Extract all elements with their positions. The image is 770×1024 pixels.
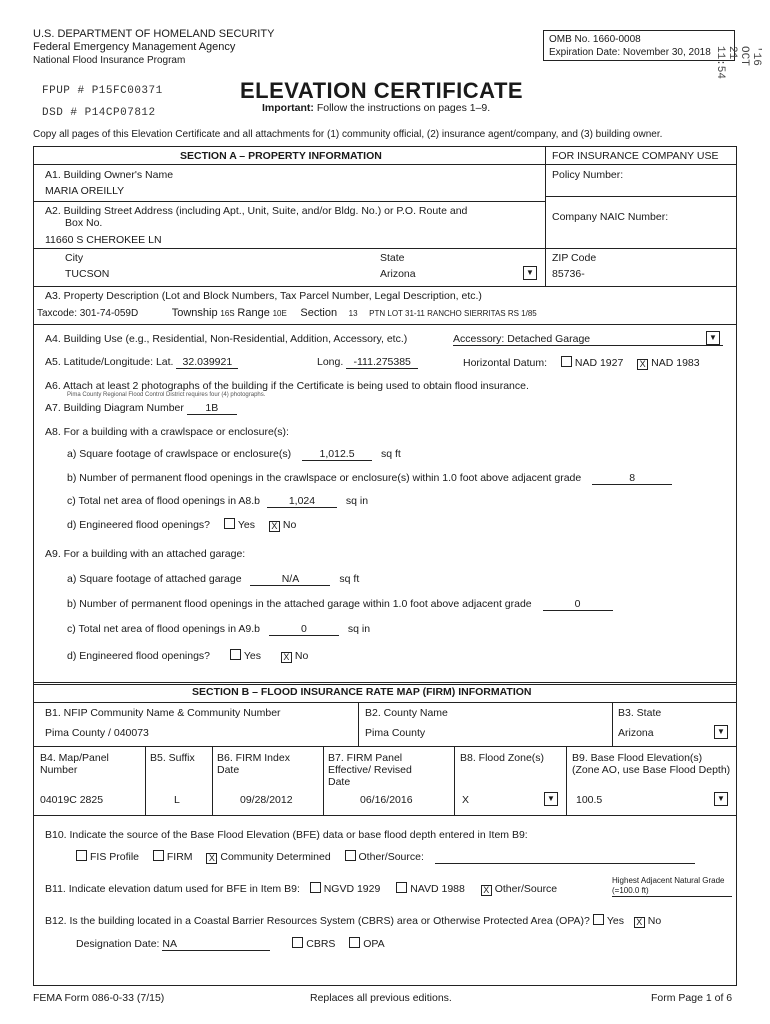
b4-label: B4. Map/Panel Number: [40, 752, 109, 776]
a8d-yes-label: Yes: [237, 519, 256, 531]
a7-row: [45, 402, 237, 415]
state-label: State: [380, 252, 405, 264]
suffix-value[interactable]: L: [174, 794, 180, 806]
range-label: Range: [237, 307, 270, 319]
b12-row: [45, 914, 661, 928]
nad1927-checkbox[interactable]: [561, 356, 572, 367]
a8b-label: b) Number of permanent flood openings in the crawlspace or enclosure(s) within 1.0 foot above adjacent grade: [67, 472, 582, 484]
opa-label: OPA: [363, 938, 385, 950]
b1-label: B1. NFIP Community Name & Community Number: [45, 707, 281, 719]
a9d-no-label: No: [294, 650, 309, 662]
navd-checkbox[interactable]: [396, 882, 407, 893]
long-label: Long.: [317, 356, 344, 368]
crawlspace-sqft[interactable]: 1,012.5: [302, 448, 372, 461]
b3-state-dropdown-icon[interactable]: ▼: [714, 725, 728, 739]
firm-index-date[interactable]: 09/28/2012: [240, 794, 293, 806]
firm-label: FIRM: [166, 851, 193, 863]
b6-label: B6. FIRM Index Date: [217, 752, 290, 776]
b8-label: B8. Flood Zone(s): [460, 752, 545, 764]
agency-line-3: National Flood Insurance Program: [33, 55, 186, 66]
a8c-row: [67, 495, 368, 508]
section-b-title: SECTION B – FLOOD INSURANCE RATE MAP (FIRM) INFORMATION: [192, 686, 532, 698]
a5-label: A5. Latitude/Longitude:: [45, 356, 154, 368]
fpup-number: FPUP # P15FC00371: [42, 85, 163, 97]
a9-flood-openings[interactable]: 0: [543, 598, 613, 611]
copy-instructions: Copy all pages of this Elevation Certificate and all attachments for (1) community official, (2) insurance agent/company, and (3) building owner.: [33, 129, 663, 140]
b12-yes-label: Yes: [606, 915, 624, 927]
b12-label: B12. Is the building located in a Coastal Barrier Resources System (CBRS) area or Otherwise Protected Area (OPA)?: [45, 915, 590, 927]
a3-description[interactable]: [37, 307, 537, 319]
page-title: ELEVATION CERTIFICATE: [240, 78, 524, 103]
a2-label-line2: Box No.: [65, 217, 103, 229]
opa-checkbox[interactable]: [349, 937, 360, 948]
important-text: Follow the instructions on pages 1–9.: [313, 102, 491, 114]
section-value: 13: [348, 309, 358, 318]
designation-row: [76, 937, 385, 951]
a8d-no-label: No: [282, 519, 297, 531]
b12-no-label: No: [647, 915, 662, 927]
section-a-title: SECTION A – PROPERTY INFORMATION: [180, 150, 382, 162]
expiration-date: Expiration Date: November 30, 2018: [549, 47, 711, 58]
garage-sqft[interactable]: N/A: [250, 573, 330, 586]
owner-name[interactable]: MARIA OREILLY: [45, 185, 125, 197]
a6-note: Pima County Regional Flood Control District requires four (4) photographs.: [67, 392, 266, 398]
city-value[interactable]: TUCSON: [65, 268, 110, 280]
a9d-row: [67, 649, 308, 663]
a9a-label: a) Square footage of attached garage: [67, 573, 242, 585]
b12-no-checkbox[interactable]: X: [634, 917, 645, 928]
zip-value[interactable]: 85736-: [552, 268, 585, 280]
a5-row: [45, 356, 238, 369]
a8d-no-checkbox[interactable]: X: [269, 521, 280, 532]
a8-label: A8. For a building with a crawlspace or enclosure(s):: [45, 426, 289, 438]
dsd-number: DSD # P14CP07812: [42, 107, 156, 119]
cbrs-label: CBRS: [306, 938, 336, 950]
a9a-row: [67, 573, 359, 586]
a9-sqin-unit: sq in: [347, 623, 371, 635]
received-stamp: '16 OCT 21 11:54: [714, 46, 762, 80]
a9d-label: d) Engineered flood openings?: [67, 650, 211, 662]
omb-box: [543, 30, 735, 61]
other-source-checkbox[interactable]: [345, 850, 356, 861]
map-panel-value[interactable]: 04019C 2825: [40, 794, 104, 806]
b10-options: [76, 850, 695, 864]
b9-label: B9. Base Flood Elevation(s) (Zone AO, use Base Flood Depth): [572, 752, 731, 776]
diagram-number[interactable]: 1B: [187, 402, 237, 415]
a9-label: A9. For a building with an attached garage:: [45, 548, 246, 560]
a9d-yes-checkbox[interactable]: [230, 649, 241, 660]
longitude-value[interactable]: -111.275385: [346, 356, 418, 369]
b5-label: B5. Suffix: [150, 752, 195, 764]
a9c-label: c) Total net area of flood openings in A9.b: [67, 623, 261, 635]
designation-label: Designation Date:: [76, 938, 160, 950]
bfe-dropdown-icon[interactable]: ▼: [714, 792, 728, 806]
b11-row: [45, 882, 557, 896]
a2-label-line1: A2. Building Street Address (including Apt., Unit, Suite, and/or Bldg. No.) or P.O. Route and: [45, 205, 468, 217]
a8d-row: [67, 518, 296, 532]
flood-zone-value[interactable]: X: [462, 794, 470, 806]
nad1927-label: NAD 1927: [574, 357, 624, 369]
a9d-no-checkbox[interactable]: X: [281, 652, 292, 663]
a8d-yes-checkbox[interactable]: [224, 518, 235, 529]
designation-date[interactable]: NA: [162, 938, 270, 951]
a7-label: A7. Building Diagram Number: [45, 402, 184, 414]
legal-description: PTN LOT 31-11 RANCHO SIERRITAS RS 1/85: [369, 309, 537, 318]
agency-line-2: Federal Emergency Management Agency: [33, 41, 236, 53]
state-value[interactable]: Arizona: [380, 268, 416, 280]
a3-label: A3. Property Description (Lot and Block Numbers, Tax Parcel Number, Legal Description, etc.): [45, 290, 482, 302]
ngvd-checkbox[interactable]: [310, 882, 321, 893]
a6-label: A6. Attach at least 2 photographs of the building if the Certificate is being used to obtain flood insurance.: [45, 380, 529, 392]
a8c-label: c) Total net area of flood openings in A8.b: [67, 495, 261, 507]
community-determined-label: Community Determined: [220, 851, 331, 863]
a9-sqft-unit: sq ft: [339, 573, 360, 585]
other-datum-checkbox[interactable]: X: [481, 885, 492, 896]
a8b-row: [67, 472, 672, 485]
zip-label: ZIP Code: [552, 252, 597, 264]
important-label: Important:: [262, 102, 314, 114]
sqin-unit: sq in: [345, 495, 369, 507]
b3-state-value[interactable]: Arizona: [618, 727, 654, 739]
range-value: 10E: [272, 309, 287, 318]
agency-block: [33, 28, 274, 67]
a9b-row: [67, 598, 613, 611]
flood-zone-dropdown-icon[interactable]: ▼: [544, 792, 558, 806]
a8d-label: d) Engineered flood openings?: [67, 519, 211, 531]
firm-checkbox[interactable]: [153, 850, 164, 861]
b12-yes-checkbox[interactable]: [593, 914, 604, 925]
a8-net-area[interactable]: 1,024: [267, 495, 337, 508]
other-source-field[interactable]: [435, 851, 695, 864]
ngvd-label: NGVD 1929: [323, 883, 381, 895]
a2-label: [45, 205, 467, 229]
building-use-value[interactable]: Accessory: Detached Garage: [453, 333, 723, 346]
latitude-value[interactable]: 32.039921: [176, 356, 238, 369]
other-datum-label: Other/Source: [494, 883, 558, 895]
a8a-label: a) Square footage of crawlspace or enclosure(s): [67, 448, 292, 460]
policy-number-label: Policy Number:: [552, 169, 624, 181]
community-determined-checkbox[interactable]: X: [206, 853, 217, 864]
naic-number-label: Company NAIC Number:: [552, 211, 669, 223]
horizontal-datum-label: Horizontal Datum:: [463, 357, 548, 369]
a8a-row: [67, 448, 401, 461]
b7-label: B7. FIRM Panel Effective/ Revised Date: [328, 752, 412, 788]
agency-line-1: U.S. DEPARTMENT OF HOMELAND SECURITY: [33, 28, 275, 40]
fis-profile-checkbox[interactable]: [76, 850, 87, 861]
form-number: FEMA Form 086-0-33 (7/15): [33, 992, 165, 1004]
township-label: Township: [171, 307, 218, 319]
cbrs-checkbox[interactable]: [292, 937, 303, 948]
page-number: Form Page 1 of 6: [651, 992, 733, 1004]
insurance-use-title: FOR INSURANCE COMPANY USE: [552, 150, 719, 162]
a1-label: A1. Building Owner's Name: [45, 169, 174, 181]
omb-number: OMB No. 1660-0008: [549, 34, 641, 45]
b11-note[interactable]: Highest Adjacent Natural Grade (=100.0 ft): [612, 876, 732, 897]
b11-label: B11. Indicate elevation datum used for BFE in Item B9:: [45, 883, 300, 895]
fis-profile-label: FIS Profile: [90, 851, 140, 863]
other-source-label: Other/Source:: [358, 851, 424, 863]
replaces-note: Replaces all previous editions.: [310, 992, 452, 1004]
nad1983-label: NAD 1983: [651, 357, 700, 369]
navd-label: NAVD 1988: [410, 883, 465, 895]
building-use-dropdown-icon[interactable]: ▼: [706, 331, 720, 345]
section-label: Section: [300, 307, 338, 319]
county-value[interactable]: Pima County: [365, 727, 426, 739]
lat-label: Lat.: [155, 356, 174, 368]
long-row: [317, 356, 418, 369]
nad1983-checkbox[interactable]: X: [637, 359, 648, 370]
b10-label: B10. Indicate the source of the Base Flood Elevation (BFE) data or base flood depth entered in Item B9:: [45, 829, 528, 841]
sqft-unit: sq ft: [380, 448, 401, 460]
state-dropdown-icon[interactable]: ▼: [523, 266, 537, 280]
street-address[interactable]: 11660 S CHEROKEE LN: [45, 234, 162, 246]
a8-flood-openings[interactable]: 8: [592, 472, 672, 485]
township-value: 16S: [220, 309, 235, 318]
bfe-value[interactable]: 100.5: [576, 794, 603, 806]
b3-label: B3. State: [618, 707, 662, 719]
datum-row: [463, 356, 700, 370]
b2-label: B2. County Name: [365, 707, 448, 719]
important-note: [262, 102, 490, 114]
a9-net-area[interactable]: 0: [269, 623, 339, 636]
a9d-yes-label: Yes: [243, 650, 262, 662]
a4-label: A4. Building Use (e.g., Residential, Non-Residential, Addition, Accessory, etc.): [45, 333, 408, 345]
a9c-row: [67, 623, 370, 636]
firm-panel-date[interactable]: 06/16/2016: [360, 794, 413, 806]
city-label: City: [65, 252, 84, 264]
community-value[interactable]: Pima County / 040073: [45, 727, 149, 739]
a9b-label: b) Number of permanent flood openings in the attached garage within 1.0 foot above adjacent grade: [67, 598, 532, 610]
taxcode: Taxcode: 301-74-059D: [37, 308, 139, 319]
